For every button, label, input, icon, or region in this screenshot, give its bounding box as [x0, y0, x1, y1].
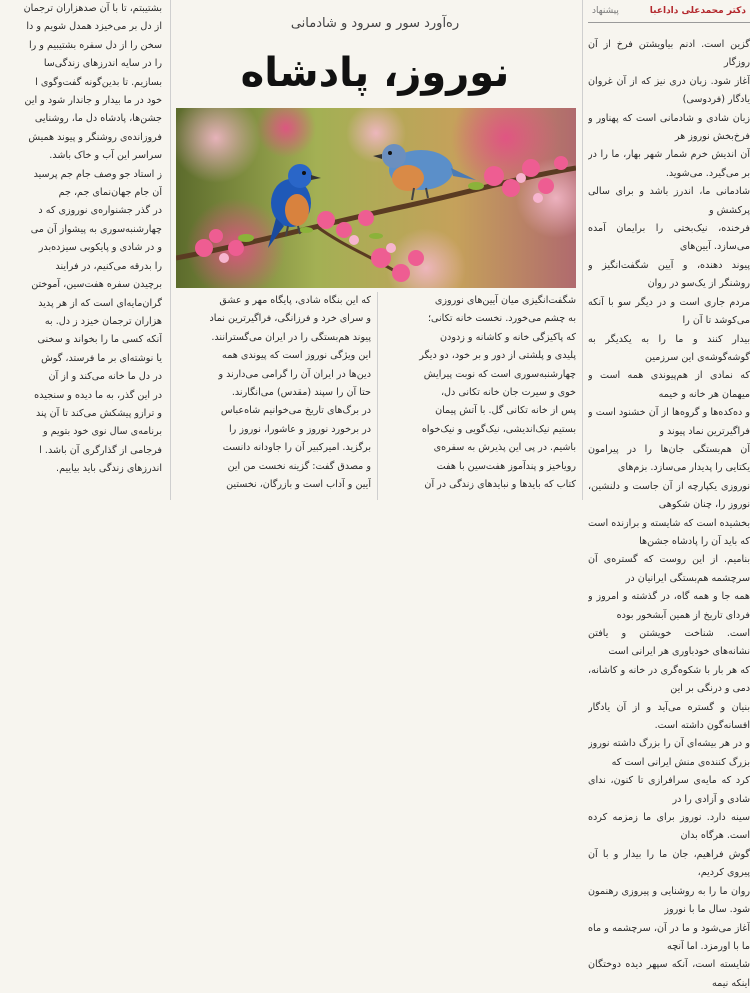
text-line: جشن‌ها، پادشاه دل ما، روشنایی [34, 113, 162, 125]
text-line: ز استاد جو وصف جام جم پرسید [33, 168, 162, 180]
text-line: به چشم می‌خورد. نخست خانه تکانی؛ [427, 313, 576, 325]
text-line: بخشیده است که شایسته و برازنده است که باید آن را پادشاه جشن‌ها [588, 517, 750, 547]
text-line: شایسته است، آنکه سپهر دیده دوختگان اینکه نیمه [588, 959, 750, 989]
text-line: در این گذر، به ما دیده و سنجیده [34, 389, 162, 401]
text-line: که این بنگاه شادی، پایگاه مهر و عشق [219, 295, 371, 306]
text-line: از دل بر می‌خیزد همدل شویم و دا [26, 21, 162, 33]
article-title: نوروز، پادشاه [240, 50, 510, 96]
text-line: آن جام جهان‌نمای جم، جم [58, 187, 162, 199]
text-line: مردم جاری است و در دیگر سو با آنکه می‌کوشد تا آن را [588, 296, 750, 327]
text-line: را بدرقه می‌کنیم، در فرایند [55, 260, 162, 272]
text-line: پس از خانه تکانی گل. با آتش پیمان [435, 405, 576, 417]
text-line: در برخورد نوروز و عاشورا، نوروز را [229, 423, 371, 435]
text-line: سخن را از دل سفره بشتیبیم و را [28, 39, 162, 51]
text-line: آن اندیش خرم شمار شهر بهار، ما را در بر می‌گیرد. می‌شوید. [588, 149, 750, 179]
text-line: که پاکیزگی خانه و کاشانه و زدودن [440, 331, 576, 343]
text-line: فروزانده‌ی روشنگر و پیوند همیش [28, 131, 162, 143]
text-line: در برگ‌های تاریخ می‌خوانیم شاه‌عباس [220, 405, 371, 417]
text-line: و سرای خرد و فرزانگی، فراگیرترین نماد [209, 313, 371, 325]
article-photo [176, 108, 576, 288]
text-line: در گذر جشنواره‌ی نوروزی که د [38, 205, 162, 217]
text-line: فرجامی از گذارگری آن باشد. ا [39, 444, 162, 456]
column-divider [377, 292, 378, 500]
text-line: این ویژگی نوروز است که پیوندی همه [222, 350, 371, 362]
text-line: است. شناخت خویشتن و یافتن نشانه‌های خودباوری هر ایرانی است [588, 628, 750, 658]
text-line: کتاب که بایدها و نبایدهای زندگی در آن [424, 479, 576, 491]
text-line: پیوند دهنده، و آیین شگفت‌انگیز و روشنگر از یک‌سو در روان [588, 259, 750, 290]
text-line: باشیم. در پی این پذیرش به سفره‌ی [433, 442, 576, 454]
column-divider [170, 0, 171, 500]
column-divider [582, 0, 583, 500]
text-line: دین‌ها در ایران آن را گرامی می‌دارند و [218, 368, 371, 380]
text-line: روان ما را به روشنایی و پیروزی رهنمون شود. سال ما با نوروز [588, 885, 750, 916]
text-line: اندرزهای زندگی باید بیاییم. [56, 463, 162, 475]
text-line: در دل ما خانه می‌کند و از آن [48, 371, 162, 383]
author-name: دکتر محمدعلی داداعبا [649, 6, 746, 16]
text-line: که هر بار با شکوه‌گری در خانه و کاشانه، دمی و درنگی بر این [588, 664, 750, 695]
text-line: و در شادی و پایکوبی سیزده‌بدر [38, 242, 162, 254]
text-line: بنامیم. از این روست که گستره‌ی آن سرچشمه هم‌بستگی ایرانیان در [588, 554, 750, 584]
birds-on-blossom-image [176, 108, 576, 288]
text-line: هزاران ترجمان خیزد ز دل. به [44, 315, 162, 327]
text-line: برنامه‌ی سال نوی خود بتویم و [42, 426, 162, 438]
article-column-right [588, 36, 750, 993]
text-line: شگفت‌انگیزی میان آیین‌های نوروزی [434, 295, 576, 306]
article-subtitle: ره‌آورد سور و سرود و شادمانی [290, 16, 460, 31]
text-line: همه جا و همه گاه، در گذشته و امروز و فردای تاریخ از همین آبشخور بوده [588, 591, 750, 621]
text-line: و ترازو پیشکش می‌کند تا آن پند [35, 407, 162, 419]
text-line: نوروزی یکپارچه از آن جاست و دلنشین، نوروز را، چنان شکوهی [588, 480, 750, 511]
text-line: بسازیم. تا بدین‌گونه گفت‌وگوی ا [35, 76, 162, 88]
text-line: برچیدن سفره هفت‌سین، آموختن [31, 279, 162, 291]
text-line: پیوند هم‌بستگی را در ایران می‌گسترانند. [211, 331, 371, 343]
author-bar [588, 0, 750, 23]
text-line: را در سایه اندرزهای زندگی‌سا [43, 58, 162, 70]
text-line: پلیدی و پلشتی از دور و بر خود، دو دیگر [419, 350, 576, 362]
text-line: شادمانی ما، اندرز باشد و برای سالی پرکشش و [588, 186, 750, 216]
text-line: و ده‌کده‌ها و گروه‌ها از آن خشنود است و فراگیرترین نماد پیوند و [588, 407, 750, 437]
text-line: آیین و آداب است و بازرگان، نخستین [226, 479, 371, 491]
text-line: آنکه کسی ما را بخواند و سخنی [37, 334, 162, 346]
article-column-middle-right [383, 292, 576, 494]
article-column-left [0, 0, 162, 479]
text-line: آغاز شود. زبان دری نیز که از آن غروان یادگار (فردوسی) [588, 75, 750, 106]
text-line: که نمادی از هم‌پیوندی همه است و میهمان هر خانه و خیمه [588, 370, 750, 400]
text-line: زبان شادی و شادمانی است که پهناور و فرخ‌بخش نوروز هر [588, 112, 750, 143]
text-line: چهارشنبه‌سوری است که نوبت پیرایش [423, 368, 576, 380]
text-line: سراسر این آب و خاک باشد. [49, 150, 162, 162]
text-line: و در هر بیشه‌ای آن را بزرگ داشته نوروز بزرگ کننده‌ی منش ایرانی است که [588, 738, 750, 768]
text-line: بستیم نیک‌اندیشی، نیک‌گویی و نیک‌خواه [421, 423, 576, 435]
text-line: خود در ما بیدار و جاندار شود و این [24, 95, 162, 107]
text-line: گران‌مایه‌ای است که از هر پدید [38, 297, 162, 309]
text-line: فرخنده، نیک‌بختی را برایمان آمده می‌سازد. آیین‌های [588, 223, 750, 253]
text-line: گوش فراهیم، جان ما را بیدار و با آن پیروی کردیم، [588, 848, 750, 879]
section-tag: پیشنهاد [592, 6, 619, 16]
text-line: حتا آن را سپند (مقدس) می‌انگارند. [231, 387, 371, 399]
text-line: بیدار کنند و ما را به یکدیگر به گوشه‌گوشه‌ی این سرزمین [588, 333, 750, 363]
text-line: و مصدق گفت: گزینه نخست من این [227, 460, 371, 472]
text-line: یا نوشته‌ای بر ما فرستد، گوش [41, 352, 162, 364]
text-line: خوی و سیرت جان خانه تکانی دل، [440, 387, 576, 399]
text-line: بشتیبتم، تا با آن صدهزاران ترجمان [23, 3, 162, 14]
text-line: رویاخیز و پندآموز هفت‌سین با هفت [436, 460, 576, 472]
text-line: بنیان و گستره می‌آید و از آن یادگار افسانه‌گون داشته است. [588, 701, 750, 732]
text-line: چهارشنبه‌سوری به پیشواز آن می [30, 223, 162, 235]
text-line: آن هم‌بستگی جان‌ها را در پیرامون یکتایی را پدیدار می‌سازد. بزم‌های [588, 443, 750, 474]
text-line: سینه دارد. نوروز برای ما زمزمه کرده است. هرگاه بدان [588, 812, 750, 842]
text-line: گزین است. ادنم بیاویشتن فرخ از آن روزگار [588, 39, 750, 69]
text-line: آغاز می‌شود و ما در آن، سرچشمه و ماه ما با اورمزد. اما آنچه [588, 922, 750, 952]
text-line: کرد که مایه‌ی سرافرازی تا کنون، ندای شادی و آزادی را در [588, 775, 750, 805]
text-line: برگزید. امیرکبیر آن را جاودانه دانست [222, 442, 371, 454]
article-column-middle-left [176, 292, 371, 494]
